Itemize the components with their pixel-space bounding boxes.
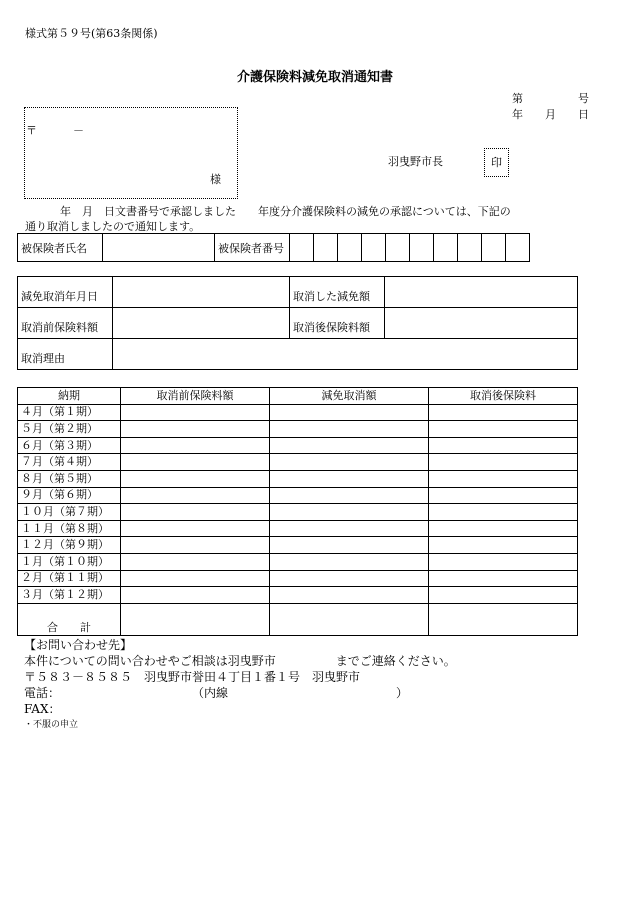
total-cell[interactable]	[121, 603, 270, 635]
table-row	[18, 437, 578, 454]
insured-number-label: 被保険者番号	[215, 234, 290, 262]
amount-cell[interactable]	[121, 504, 270, 521]
period-label: ２月（第１１期）	[18, 570, 121, 587]
cancel-amount-field[interactable]	[385, 277, 578, 308]
period-label: １月（第１０期）	[18, 553, 121, 570]
before-premium-field[interactable]	[113, 308, 290, 339]
insured-number-digit[interactable]	[410, 234, 434, 262]
insured-name-label: 被保険者氏名	[18, 234, 103, 262]
amount-cell[interactable]	[429, 421, 578, 438]
document-title: 介護保険料減免取消通知書	[236, 70, 393, 85]
amount-cell[interactable]	[121, 537, 270, 554]
amount-cell[interactable]	[121, 487, 270, 504]
table-row	[18, 421, 578, 438]
inquiry-heading: 【お問い合わせ先】	[24, 638, 133, 652]
period-label: ３月（第１２期）	[18, 587, 121, 604]
document-number-line: 第 号	[512, 92, 589, 105]
amount-cell[interactable]	[270, 537, 429, 554]
amount-cell[interactable]	[429, 454, 578, 471]
amount-cell[interactable]	[270, 470, 429, 487]
seal-box: 印	[484, 148, 509, 177]
form-number: 様式第５９号(第63条関係)	[25, 27, 158, 40]
table-row	[18, 404, 578, 421]
insured-number-digit[interactable]	[482, 234, 506, 262]
amount-cell[interactable]	[429, 470, 578, 487]
total-cell[interactable]	[429, 603, 578, 635]
header-period: 納期	[18, 388, 121, 405]
cancel-amount-label: 取消した減免額	[290, 277, 385, 308]
amount-cell[interactable]	[429, 587, 578, 604]
table-row	[18, 487, 578, 504]
before-premium-label: 取消前保険料額	[18, 308, 113, 339]
period-label: ８月（第５期）	[18, 470, 121, 487]
fax-line: FAX：	[24, 702, 61, 716]
insured-number-digit[interactable]	[506, 234, 530, 262]
header-after-amount: 取消後保険料	[429, 388, 578, 405]
amount-cell[interactable]	[270, 587, 429, 604]
amount-cell[interactable]	[121, 553, 270, 570]
amount-cell[interactable]	[121, 520, 270, 537]
period-table	[17, 387, 578, 636]
amount-cell[interactable]	[270, 504, 429, 521]
inquiry-text: 本件についての問い合わせやご相談は羽曳野市 までご連絡ください。	[24, 654, 456, 668]
insured-number-digit[interactable]	[338, 234, 362, 262]
table-row	[18, 587, 578, 604]
amount-cell[interactable]	[270, 404, 429, 421]
amount-cell[interactable]	[270, 487, 429, 504]
header-cancel-amount: 減免取消額	[270, 388, 429, 405]
amount-cell[interactable]	[121, 437, 270, 454]
amount-cell[interactable]	[121, 570, 270, 587]
table-row	[18, 520, 578, 537]
amount-cell[interactable]	[121, 454, 270, 471]
total-cell[interactable]	[270, 603, 429, 635]
insured-number-digit[interactable]	[290, 234, 314, 262]
total-label: 合 計	[18, 603, 121, 635]
header-before-amount: 取消前保険料額	[121, 388, 270, 405]
cancellation-info-table	[17, 276, 578, 370]
intro-line-1: 年 月 日文書番号で承認しました 年度分介護保険料の減免の承認については、下記の	[60, 205, 511, 218]
amount-cell[interactable]	[429, 437, 578, 454]
postal-mark: 〒	[26, 124, 37, 137]
table-row	[18, 570, 578, 587]
period-label: １１月（第８期）	[18, 520, 121, 537]
period-label: ９月（第６期）	[18, 487, 121, 504]
amount-cell[interactable]	[121, 404, 270, 421]
amount-cell[interactable]	[121, 587, 270, 604]
period-label: ５月（第２期）	[18, 421, 121, 438]
amount-cell[interactable]	[270, 437, 429, 454]
table-row	[18, 454, 578, 471]
office-address: 〒５８３－８５８５ 羽曳野市誉田４丁目１番１号 羽曳野市	[24, 670, 361, 684]
insured-number-digit[interactable]	[434, 234, 458, 262]
amount-cell[interactable]	[121, 470, 270, 487]
after-premium-field[interactable]	[385, 308, 578, 339]
phone-line: 電話： （内線 ）	[24, 686, 409, 700]
period-label: １２月（第９期）	[18, 537, 121, 554]
postal-dash: －	[73, 124, 84, 137]
amount-cell[interactable]	[270, 520, 429, 537]
cancel-date-field[interactable]	[113, 277, 290, 308]
insured-number-digit[interactable]	[314, 234, 338, 262]
amount-cell[interactable]	[429, 537, 578, 554]
amount-cell[interactable]	[429, 504, 578, 521]
cancel-reason-label: 取消理由	[18, 339, 113, 370]
amount-cell[interactable]	[270, 454, 429, 471]
appeal-note: ・不服の申立	[24, 720, 79, 730]
period-label: ７月（第４期）	[18, 454, 121, 471]
insured-info-table	[17, 233, 530, 262]
cancel-reason-field[interactable]	[113, 339, 578, 370]
amount-cell[interactable]	[429, 553, 578, 570]
amount-cell[interactable]	[121, 421, 270, 438]
insured-name-field[interactable]	[103, 234, 215, 262]
insured-number-digit[interactable]	[458, 234, 482, 262]
amount-cell[interactable]	[270, 570, 429, 587]
intro-line-2: 通り取消しましたので通知します。	[25, 220, 201, 233]
insured-number-digit[interactable]	[386, 234, 410, 262]
after-premium-label: 取消後保険料額	[290, 308, 385, 339]
period-label: ４月（第１期）	[18, 404, 121, 421]
period-label: ６月（第３期）	[18, 437, 121, 454]
insured-number-digit[interactable]	[362, 234, 386, 262]
recipient-honorific: 様	[210, 173, 221, 186]
cancel-date-label: 減免取消年月日	[18, 277, 113, 308]
document-date-line: 年 月 日	[512, 108, 589, 121]
table-row	[18, 504, 578, 521]
issuer-mayor: 羽曳野市長	[388, 155, 443, 168]
table-row	[18, 537, 578, 554]
table-row	[18, 553, 578, 570]
amount-cell[interactable]	[429, 487, 578, 504]
period-label: １０月（第７期）	[18, 504, 121, 521]
amount-cell[interactable]	[429, 404, 578, 421]
amount-cell[interactable]	[270, 553, 429, 570]
amount-cell[interactable]	[429, 570, 578, 587]
recipient-address-box	[24, 107, 238, 199]
table-row	[18, 470, 578, 487]
total-row	[18, 603, 578, 635]
amount-cell[interactable]	[270, 421, 429, 438]
amount-cell[interactable]	[429, 520, 578, 537]
